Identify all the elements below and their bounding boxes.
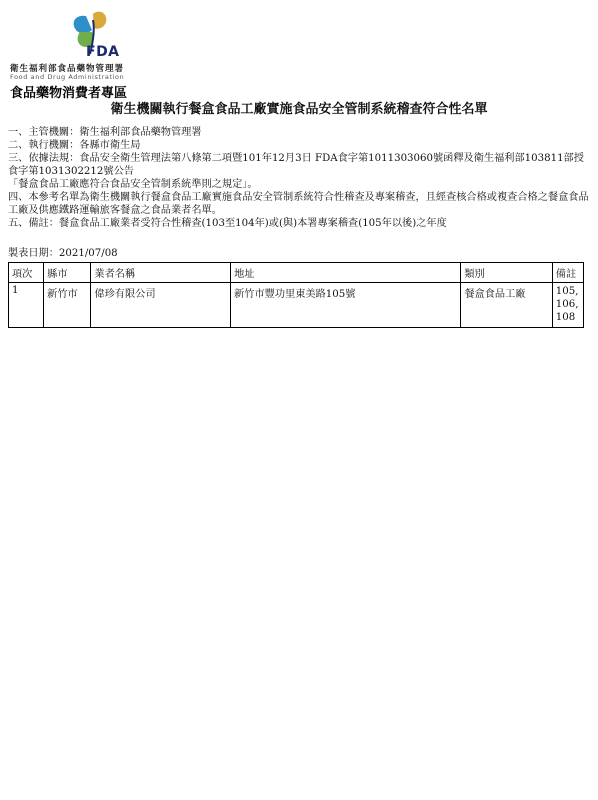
header-address: 地址 [231,263,461,283]
info-line-executing-agency: 二、執行機關：各縣市衛生局 [8,140,141,151]
agency-name-zh: 衛生福利部食品藥物管理署 [10,64,125,74]
note-year: 106, [555,299,579,310]
header-no: 項次 [9,263,44,283]
info-line-remarks: 五、備註：餐盒食品工廠業者受符合性稽查(103至104年)或(與)本署專案稽查(105年以後)之年度 [8,218,447,229]
cell-no: 1 [9,283,44,328]
info-line-list-description: 四、本參考名單為衛生機關執行餐盒食品工廠實施食品安全管制系統符合性稽查及專案稽查，且經查核合格或複查合格之餐盒食品工廠及供應鐵路運輸旅客餐盒之食品業者名單。 [8,192,589,216]
info-line-regulation-name: 「餐盒食品工廠應符合食品安全管制系統準則之規定」。 [8,179,258,190]
fda-logo-text: FDA [86,44,120,60]
info-line-legal-basis: 三、依據法規：食品安全衛生管理法第八條第二項暨101年12月3日 FDA食字第1011303060號函釋及衛生福利部103811部授食字第1031302212號公告 [8,153,584,177]
agency-name-en: Food and Drug Administration [10,73,125,81]
document-title: 衛生機關執行餐盒食品工廠實施食品安全管制系統稽查符合性名單 [110,102,488,117]
compliance-list-table [8,262,584,328]
cell-county: 新竹市 [44,283,91,328]
fda-logo-block[interactable] [8,8,158,101]
cell-address: 新竹市豐功里東美路105號 [231,283,461,328]
wing-gold-icon [93,12,106,29]
table-header-row [9,263,584,283]
info-section [8,126,592,230]
info-line-competent-authority: 一、主管機關：衛生福利部食品藥物管理署 [8,127,202,138]
cell-note [552,283,583,328]
consumer-zone-title: 食品藥物消費者專區 [10,86,128,101]
header-company: 業者名稱 [91,263,231,283]
wing-blue-icon [74,16,92,34]
header-county: 縣市 [44,263,91,283]
header-note: 備註 [552,263,583,283]
table-made-date: 製表日期：2021/07/08 [8,248,118,259]
table-row [9,283,584,328]
header-category: 類別 [461,263,552,283]
cell-category: 餐盒食品工廠 [461,283,552,328]
note-year: 105, [555,286,579,297]
cell-company: 偉珍有限公司 [91,283,231,328]
note-year: 108 [555,312,576,323]
